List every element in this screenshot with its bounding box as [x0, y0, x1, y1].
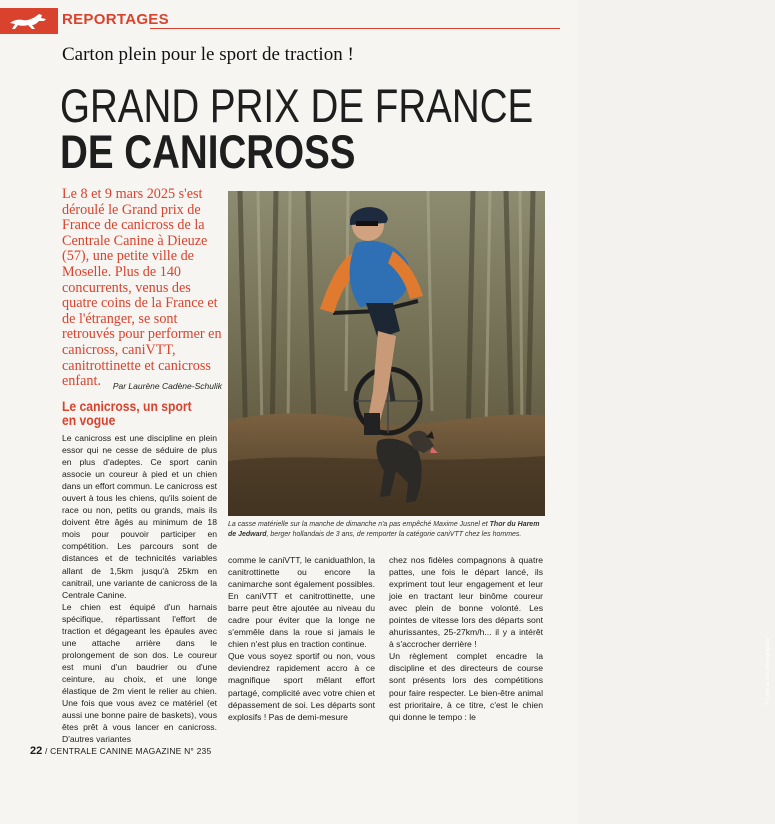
page-number: 22 [30, 745, 43, 757]
body-paragraph: chez nos fidèles compagnons à quatre pattes, une fois le départ lancé, ils expriment tout leur engagement et leur joie en tractant leur binôme coureur avec plein de bonne volonté. Les pointes de vitesse lors des départs sont ahurissantes, 25-27km/h... il y a intérêt à s'accrocher derrière ! [389, 555, 543, 650]
body-paragraph: comme le caniVTT, le caniduathlon, la canitrottinette ou encore la canimarche sont également possibles. En caniVTT et canitrottinette, une barre peut être ajoutée au niveau du cadre pour éviter que la longe ne s'emmêle dans la roue si jamais le chien n'est plus en traction continue. [228, 555, 375, 650]
rubric-label: REPORTAGES [62, 11, 169, 28]
article-kicker: Carton plein pour le sport de traction ! [62, 44, 354, 65]
article-byline: Par Laurène Cadène-Schulik [112, 381, 222, 391]
section-heading: Le canicross, un sport en vogue [62, 399, 192, 428]
body-paragraph: Le chien est équipé d'un harnais spécifique, répartissant l'effort de traction et dégageant les épaules avec une attache arrière dans le prolongement de son dos. Le coureur est muni d'un baudrier ou d'une ceinture, au choix, et une longe élastique de 2m vient le relier au chien. Une fois que vous avez ce matériel (et aussi une bonne paire de baskets), vous êtes prêt à vous lancer en canicross. D'autres variantes [62, 601, 217, 745]
body-paragraph: Le canicross est une discipline en plein essor qui ne cesse de séduire de plus en plus d'adeptes. Ce sport canin associe un coureur à pied et un chien dans un effort commun. Le canicross est ouvert à tous les chiens, qu'ils soient de race ou non, petits ou grands, mais ils doivent être âgés au minimum de 18 mois pour pouvoir participer en compétition. Les parcours sont de distances et de technicités variables allant de 1,5km jusqu'à 25km en canitrail, une variante de canicross de la Centrale Canine. [62, 433, 217, 600]
article-title-line-1: GRAND PRIX DE FRANCE [60, 79, 534, 132]
running-dog-icon [0, 8, 58, 34]
caption-dog-name: Thor du Harem de Jedward [228, 521, 540, 538]
photo-caption: La casse matérielle sur la manche de dimanche n'a pas empêché Maxime Jusnel et Thor du Harem de Jedward, berger hollandais de 3 ans, de remporter la catégorie caniVTT chez les hommes. [228, 521, 540, 538]
body-paragraph: Que vous soyez sportif ou non, vous deviendrez rapidement accro à ce magnifique sport mêlant effort partagé, complicité avec votre chien et dépassement de soi. Les départs sont explosifs ! Pas de demi-mesure [228, 651, 375, 722]
magazine-issue: / CENTRALE CANINE MAGAZINE N° 235 [45, 746, 212, 756]
body-column-2 [228, 554, 375, 723]
rubric-header [0, 8, 578, 34]
article-title-line-2: DE CANICROSS [60, 125, 356, 178]
body-column-1 [62, 432, 217, 745]
photo-credit: © Look at me photographie [765, 638, 771, 705]
page-footer [30, 745, 211, 757]
body-paragraph: Un règlement complet encadre la discipline et des directeurs de course sont présents lors des compétitions pour faire respecter. Le bien-être animal est prioritaire, à ce titre, c'est le chien qui donne le tempo : le [389, 651, 543, 722]
rubric-rule [150, 28, 560, 29]
body-column-3 [389, 554, 543, 723]
article-intro: Le 8 et 9 mars 2025 s'est déroulé le Grand prix de France de canicross de la Centrale Canine à Dieuze (57), une petite ville de Moselle. Plus de 140 concurrents, venus des quatre coins de la France et de l'étranger, se sont retrouvés pour performer en canicross, caniVTT, canitrottinette et canicross enfant. [62, 186, 222, 390]
cyclist-and-dog-photo [228, 191, 545, 516]
